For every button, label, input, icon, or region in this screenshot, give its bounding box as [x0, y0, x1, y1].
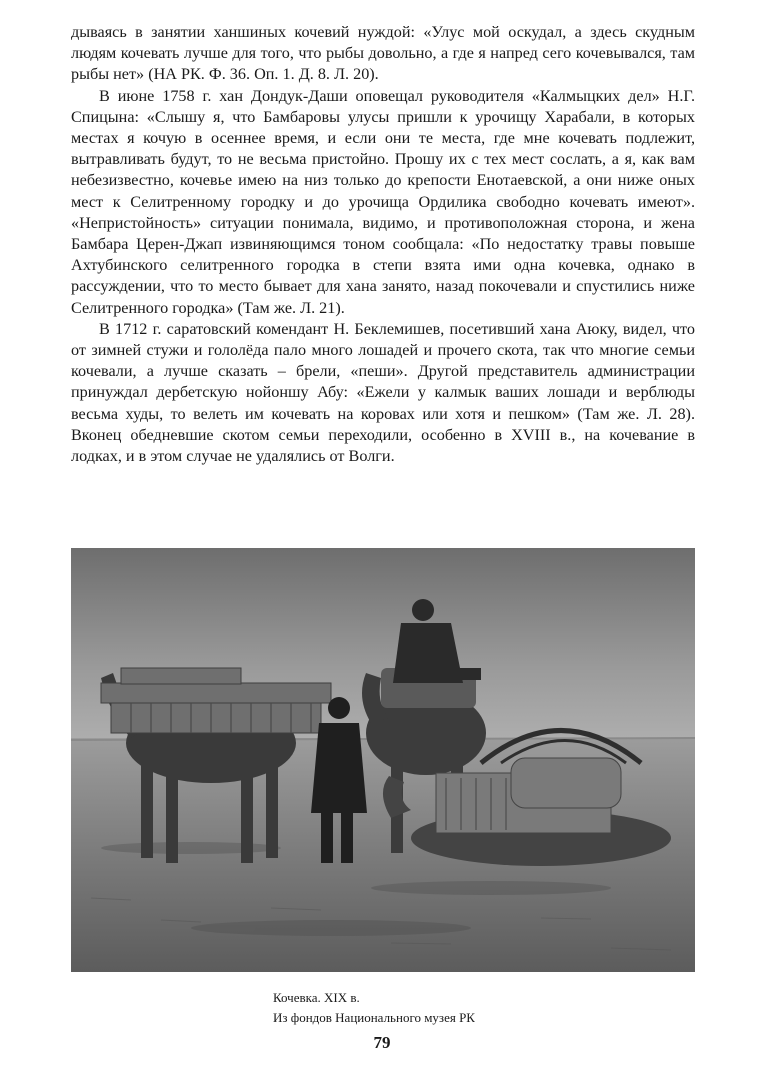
paragraph-3: В 1712 г. саратовский комендант Н. Беклемишев, посетивший хана Аюку, видел, что от зимней стужи и гололёда пало много лошадей и прочего скота, так что многие семьи кочевали, а лучше сказать – брели, «пеши». Другой представитель администрации принуждал дербетскую нойоншу Абу: «Ежели у калмык ваших лошади и верблюды весьма худы, то велеть им кочевать на коровах или хотя и пешком» (Там же. Л. 28). Вконец обедневшие скотом семьи переходили, особенно в XVIII в., на кочевание в лодках, и в этом случае не удалялись от Волги. [71, 319, 695, 466]
body-text [71, 22, 695, 467]
caption-title: Кочевка. XIX в. [273, 990, 360, 1005]
historical-photograph [71, 548, 695, 972]
paragraph-2: В июне 1758 г. хан Дондук-Даши оповещал руководителя «Калмыцких дел» Н.Г. Спицына: «Слышу я, что Бамбаровы улусы пришли к урочищу Харабали, в которых местах я кочую в осеннее время, и если они те места, где мне кочевать подлежит, вытравливать будут, то не весьма пристойно. Прошу их с тех мест сослать, а я, как вам небезизвестно, кочевье имею на низ только до крепости Енотаевской, а они ниже оных мест к Селитренному городку и до урочища Ордилика свободно кочевать имеют». «Непристойность» ситуации понимала, видимо, и противоположная сторона, и жена Бамбара Церен-Джап извиняющимся тоном сообщала: «По недостатку травы повыше Ахтубинского селитренного городка в степи взята ими одна кочевка, однако в рассуждении, что то место бывает для хана занято, назад покочевали и спустились ниже Селитренного городка» (Там же. Л. 21). [71, 86, 695, 317]
paragraph-1: дываясь в занятии ханшиных кочевий нуждой: «Улус мой оскудал, а здесь скудным людям кочевать лучше для того, что рыбы довольно, а где я напред сего кочевывался, там рыбы нет» (НА РК. Ф. 36. Оп. 1. Д. 8. Л. 20). [71, 23, 695, 84]
photo-nomad-camels-scene [71, 548, 695, 972]
photo-caption [273, 988, 593, 1028]
caption-source: Из фондов Национального музея РК [273, 1010, 475, 1025]
page-number: 79 [373, 1033, 391, 1052]
